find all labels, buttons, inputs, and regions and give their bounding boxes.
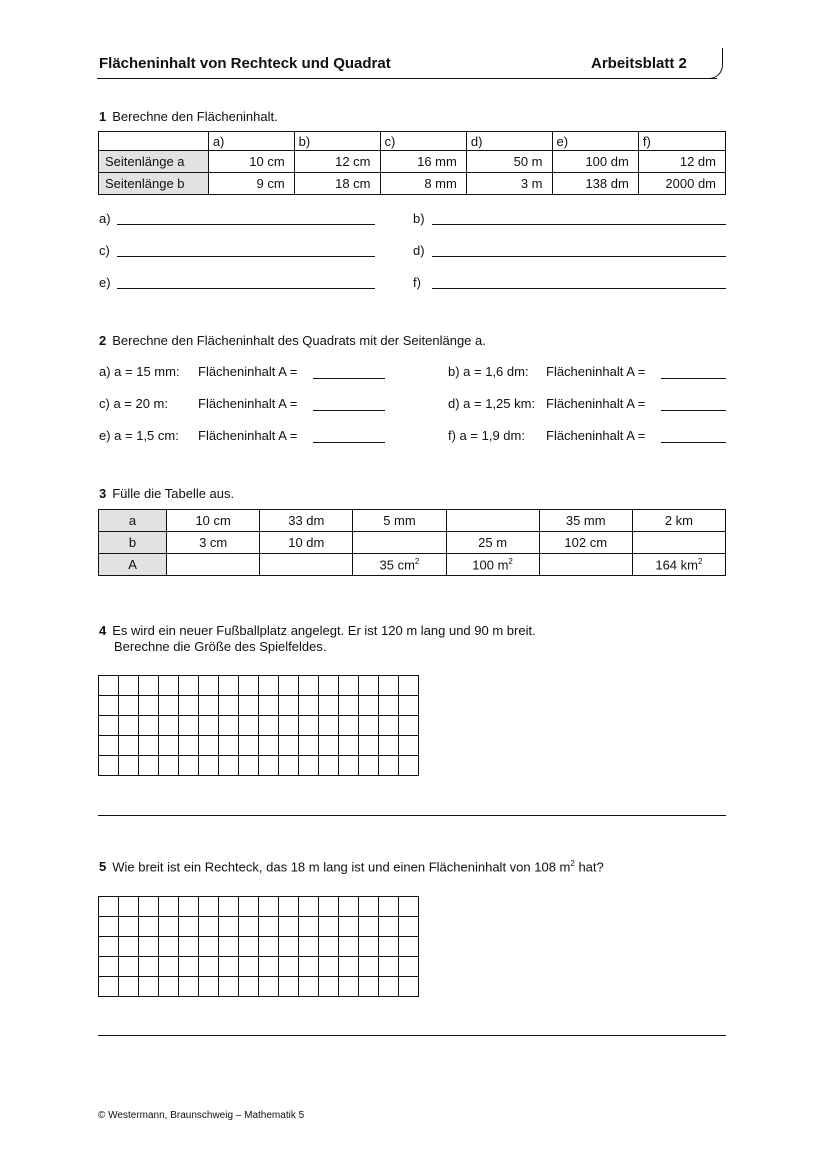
grid-cell[interactable] [359, 736, 379, 756]
grid-cell[interactable] [239, 676, 259, 696]
grid-cell[interactable] [199, 736, 219, 756]
task2-blank-e[interactable] [313, 442, 385, 443]
table-cell: 2000 dm [638, 173, 725, 195]
table-cell[interactable] [539, 554, 632, 576]
grid-cell[interactable] [219, 957, 239, 977]
column-header: d) [466, 132, 552, 151]
grid-cell[interactable] [179, 756, 199, 776]
grid-cell[interactable] [339, 696, 359, 716]
task-number: 5 [99, 859, 107, 875]
grid-cell[interactable] [139, 937, 159, 957]
grid-cell[interactable] [159, 736, 179, 756]
grid-cell[interactable] [179, 736, 199, 756]
grid-cell[interactable] [159, 716, 179, 736]
table-cell: 12 dm [638, 151, 725, 173]
table-cell: 18 cm [294, 173, 380, 195]
grid-row [99, 977, 419, 997]
exponent: 2 [414, 556, 420, 566]
grid-cell[interactable] [299, 696, 319, 716]
grid-cell[interactable] [399, 957, 419, 977]
table-cell: 3 m [466, 173, 552, 195]
grid-cell[interactable] [379, 716, 399, 736]
grid-cell[interactable] [99, 897, 119, 917]
grid-cell[interactable] [139, 977, 159, 997]
exponent: 2 [508, 556, 513, 566]
grid-cell[interactable] [199, 696, 219, 716]
table-cell[interactable] [632, 532, 725, 554]
table-header-row [99, 132, 726, 151]
grid-cell[interactable] [139, 696, 159, 716]
task2-heading [99, 333, 486, 348]
grid-cell[interactable] [159, 977, 179, 997]
grid-cell[interactable] [259, 756, 279, 776]
grid-cell[interactable] [119, 957, 139, 977]
column-header: b) [294, 132, 380, 151]
column-header: e) [552, 132, 638, 151]
grid-row [99, 736, 419, 756]
grid-cell[interactable] [99, 716, 119, 736]
grid-row [99, 756, 419, 776]
grid-cell[interactable] [179, 957, 199, 977]
grid-cell[interactable] [219, 676, 239, 696]
grid-cell[interactable] [399, 676, 419, 696]
table-cell[interactable] [167, 554, 260, 576]
grid-cell[interactable] [199, 756, 219, 776]
table-cell: 3 cm [167, 532, 260, 554]
grid-cell[interactable] [239, 897, 259, 917]
task2-blank-d[interactable] [661, 410, 726, 411]
task-number: 4 [99, 623, 107, 638]
grid-cell[interactable] [339, 897, 359, 917]
table-cell: 12 cm [294, 151, 380, 173]
task-number: 1 [99, 109, 107, 124]
grid-cell[interactable] [239, 977, 259, 997]
table-cell: 35 mm [539, 510, 632, 532]
grid-cell[interactable] [179, 676, 199, 696]
table-cell: 10 dm [260, 532, 353, 554]
grid-cell[interactable] [219, 897, 239, 917]
row-label: Seitenlänge b [99, 173, 209, 195]
task2-area-label: Flächeninhalt A = [198, 396, 298, 411]
table-corner [99, 132, 209, 151]
grid-cell[interactable] [239, 696, 259, 716]
grid-cell[interactable] [359, 676, 379, 696]
table-cell: 102 cm [539, 532, 632, 554]
grid-cell[interactable] [119, 736, 139, 756]
grid-cell[interactable] [279, 937, 299, 957]
grid-cell[interactable] [99, 696, 119, 716]
grid-cell[interactable] [139, 716, 159, 736]
grid-cell[interactable] [179, 696, 199, 716]
answer-label-f: f) [413, 275, 421, 290]
grid-cell[interactable] [179, 917, 199, 937]
task1-table [98, 131, 726, 195]
grid-cell[interactable] [159, 917, 179, 937]
grid-cell[interactable] [239, 917, 259, 937]
grid-cell[interactable] [279, 977, 299, 997]
grid-cell[interactable] [339, 756, 359, 776]
table-cell: 9 cm [208, 173, 294, 195]
task-number: 3 [99, 486, 107, 501]
grid-cell[interactable] [379, 957, 399, 977]
task2-blank-a[interactable] [313, 378, 385, 379]
grid-cell[interactable] [299, 676, 319, 696]
grid-cell[interactable] [259, 897, 279, 917]
grid-cell[interactable] [99, 977, 119, 997]
answer-label-a: a) [99, 211, 111, 226]
grid-cell[interactable] [339, 736, 359, 756]
grid-cell[interactable] [379, 736, 399, 756]
grid-cell[interactable] [399, 937, 419, 957]
grid-row [99, 676, 419, 696]
grid-cell[interactable] [239, 937, 259, 957]
table-cell [446, 554, 539, 576]
grid-cell[interactable] [359, 756, 379, 776]
grid-cell[interactable] [139, 736, 159, 756]
table-cell: 33 dm [260, 510, 353, 532]
row-label: b [99, 532, 167, 554]
grid-cell[interactable] [259, 696, 279, 716]
table-cell: 138 dm [552, 173, 638, 195]
grid-cell[interactable] [139, 917, 159, 937]
grid-cell[interactable] [319, 676, 339, 696]
grid-cell[interactable] [359, 917, 379, 937]
task-text-end: hat? [574, 859, 604, 875]
grid-cell[interactable] [179, 937, 199, 957]
table-cell[interactable] [446, 510, 539, 532]
grid-row [99, 696, 419, 716]
task2-given-b: b) a = 1,6 dm: [448, 364, 529, 379]
task2-given-e: e) a = 1,5 cm: [99, 428, 179, 443]
task1-heading [99, 109, 278, 124]
task2-given-f: f) a = 1,9 dm: [448, 428, 525, 443]
task4-calc-grid[interactable] [98, 675, 419, 776]
grid-cell[interactable] [399, 756, 419, 776]
grid-cell[interactable] [359, 957, 379, 977]
grid-cell[interactable] [99, 917, 119, 937]
grid-cell[interactable] [279, 696, 299, 716]
grid-cell[interactable] [199, 897, 219, 917]
grid-cell[interactable] [159, 696, 179, 716]
task-text: Es wird ein neuer Fußballplatz angelegt. Er ist 120 m lang und 90 m breit. [112, 623, 536, 638]
grid-cell[interactable] [99, 756, 119, 776]
grid-cell[interactable] [179, 897, 199, 917]
grid-cell[interactable] [319, 917, 339, 937]
grid-cell[interactable] [299, 736, 319, 756]
table-row [99, 532, 726, 554]
grid-cell[interactable] [119, 676, 139, 696]
grid-cell[interactable] [379, 696, 399, 716]
task2-given-a: a) a = 15 mm: [99, 364, 180, 379]
grid-cell[interactable] [239, 957, 259, 977]
task5-calc-grid[interactable] [98, 896, 419, 997]
grid-cell[interactable] [299, 937, 319, 957]
answer-line-f[interactable] [432, 288, 726, 289]
grid-cell[interactable] [119, 977, 139, 997]
grid-cell[interactable] [379, 756, 399, 776]
grid-cell[interactable] [399, 736, 419, 756]
grid-cell[interactable] [159, 756, 179, 776]
table-cell: 10 cm [167, 510, 260, 532]
grid-cell[interactable] [379, 977, 399, 997]
grid-cell[interactable] [219, 716, 239, 736]
grid-cell[interactable] [139, 756, 159, 776]
grid-cell[interactable] [159, 897, 179, 917]
grid-cell[interactable] [219, 917, 239, 937]
table-cell [353, 554, 446, 576]
task3-heading [99, 486, 234, 501]
grid-cell[interactable] [399, 897, 419, 917]
grid-cell[interactable] [259, 977, 279, 997]
column-header: f) [638, 132, 725, 151]
grid-cell[interactable] [319, 977, 339, 997]
grid-cell[interactable] [279, 676, 299, 696]
grid-cell[interactable] [159, 957, 179, 977]
task3-table [98, 509, 726, 576]
grid-cell[interactable] [259, 937, 279, 957]
grid-cell[interactable] [99, 736, 119, 756]
answer-line-a[interactable] [117, 224, 375, 225]
grid-cell[interactable] [379, 937, 399, 957]
grid-cell[interactable] [219, 977, 239, 997]
grid-cell[interactable] [399, 716, 419, 736]
answer-label-c: c) [99, 243, 110, 258]
grid-cell[interactable] [359, 696, 379, 716]
table-cell: 5 mm [353, 510, 446, 532]
grid-cell[interactable] [339, 676, 359, 696]
table-cell: 8 mm [380, 173, 466, 195]
grid-row [99, 917, 419, 937]
table-row [99, 510, 726, 532]
table-cell [632, 554, 725, 576]
task2-blank-f[interactable] [661, 442, 726, 443]
grid-cell[interactable] [259, 917, 279, 937]
exponent: 2 [570, 859, 575, 868]
grid-cell[interactable] [319, 897, 339, 917]
task-text: Fülle die Tabelle aus. [112, 486, 235, 501]
table-cell: 16 mm [380, 151, 466, 173]
task2-blank-c[interactable] [313, 410, 385, 411]
grid-cell[interactable] [299, 917, 319, 937]
grid-cell[interactable] [219, 756, 239, 776]
exponent: 2 [697, 556, 703, 566]
answer-line-e[interactable] [117, 288, 375, 289]
grid-cell[interactable] [279, 957, 299, 977]
grid-cell[interactable] [279, 736, 299, 756]
grid-cell[interactable] [279, 756, 299, 776]
grid-cell[interactable] [319, 696, 339, 716]
grid-cell[interactable] [319, 756, 339, 776]
grid-cell[interactable] [299, 897, 319, 917]
grid-cell[interactable] [319, 937, 339, 957]
task2-given-d: d) a = 1,25 km: [448, 396, 536, 411]
grid-cell[interactable] [199, 957, 219, 977]
grid-cell[interactable] [159, 937, 179, 957]
grid-row [99, 937, 419, 957]
grid-cell[interactable] [359, 716, 379, 736]
grid-cell[interactable] [199, 676, 219, 696]
grid-cell[interactable] [119, 897, 139, 917]
grid-cell[interactable] [359, 977, 379, 997]
grid-cell[interactable] [299, 957, 319, 977]
grid-cell[interactable] [299, 716, 319, 736]
task2-area-label: Flächeninhalt A = [198, 364, 298, 379]
task4-subtext: Berechne die Größe des Spielfeldes. [114, 639, 327, 654]
table-row [99, 173, 726, 195]
grid-cell[interactable] [159, 676, 179, 696]
grid-cell[interactable] [119, 917, 139, 937]
grid-cell[interactable] [259, 957, 279, 977]
grid-cell[interactable] [219, 937, 239, 957]
table-row [99, 151, 726, 173]
grid-cell[interactable] [339, 977, 359, 997]
grid-cell[interactable] [379, 676, 399, 696]
grid-cell[interactable] [139, 897, 159, 917]
grid-cell[interactable] [239, 716, 259, 736]
task2-area-label: Flächeninhalt A = [546, 428, 646, 443]
grid-cell[interactable] [199, 917, 219, 937]
answer-label-e: e) [99, 275, 111, 290]
grid-cell[interactable] [319, 736, 339, 756]
grid-cell[interactable] [379, 897, 399, 917]
cell-value: 35 cm [379, 557, 415, 573]
grid-cell[interactable] [239, 736, 259, 756]
grid-cell[interactable] [359, 897, 379, 917]
table-cell: 10 cm [208, 151, 294, 173]
task2-area-label: Flächeninhalt A = [546, 364, 646, 379]
grid-cell[interactable] [359, 937, 379, 957]
grid-cell[interactable] [119, 716, 139, 736]
task2-blank-b[interactable] [661, 378, 726, 379]
answer-line-c[interactable] [117, 256, 375, 257]
grid-cell[interactable] [259, 676, 279, 696]
grid-cell[interactable] [279, 917, 299, 937]
grid-cell[interactable] [199, 977, 219, 997]
grid-cell[interactable] [319, 957, 339, 977]
worksheet-number: Arbeitsblatt 2 [591, 55, 687, 72]
grid-row [99, 897, 419, 917]
table-cell[interactable] [353, 532, 446, 554]
column-header: a) [208, 132, 294, 151]
table-row [99, 554, 726, 576]
task-text: Berechne den Flächeninhalt des Quadrats mit der Seitenlänge a. [112, 333, 486, 348]
table-cell: 25 m [446, 532, 539, 554]
grid-cell[interactable] [339, 917, 359, 937]
task4-answer-line[interactable] [98, 815, 726, 816]
row-label: A [99, 554, 167, 576]
row-label: Seitenlänge a [99, 151, 209, 173]
table-cell: 100 dm [552, 151, 638, 173]
grid-cell[interactable] [379, 917, 399, 937]
grid-cell[interactable] [99, 937, 119, 957]
grid-cell[interactable] [119, 696, 139, 716]
cell-value: 164 km [655, 557, 698, 573]
grid-cell[interactable] [179, 977, 199, 997]
grid-cell[interactable] [219, 736, 239, 756]
task2-area-label: Flächeninhalt A = [198, 428, 298, 443]
grid-cell[interactable] [179, 716, 199, 736]
task4-heading [99, 623, 536, 638]
grid-cell[interactable] [259, 716, 279, 736]
grid-cell[interactable] [299, 977, 319, 997]
row-label: a [99, 510, 167, 532]
grid-row [99, 957, 419, 977]
grid-cell[interactable] [399, 696, 419, 716]
grid-cell[interactable] [99, 957, 119, 977]
grid-cell[interactable] [339, 957, 359, 977]
grid-cell[interactable] [279, 716, 299, 736]
grid-cell[interactable] [339, 937, 359, 957]
grid-cell[interactable] [139, 676, 159, 696]
grid-cell[interactable] [339, 716, 359, 736]
grid-cell[interactable] [319, 716, 339, 736]
grid-cell[interactable] [399, 977, 419, 997]
grid-cell[interactable] [239, 756, 259, 776]
task5-heading [99, 859, 604, 874]
grid-cell[interactable] [119, 937, 139, 957]
cell-value: 100 m [472, 557, 509, 573]
task-text: Wie breit ist ein Rechteck, das 18 m lang ist und einen Flächeninhalt von 108 m [112, 859, 571, 875]
grid-row [99, 716, 419, 736]
grid-cell[interactable] [139, 957, 159, 977]
table-cell[interactable] [260, 554, 353, 576]
table-cell: 2 km [632, 510, 725, 532]
answer-label-d: d) [413, 243, 425, 258]
answer-line-d[interactable] [432, 256, 726, 257]
grid-cell[interactable] [279, 897, 299, 917]
answer-line-b[interactable] [432, 224, 726, 225]
grid-cell[interactable] [219, 696, 239, 716]
table-cell: 50 m [466, 151, 552, 173]
task2-given-c: c) a = 20 m: [99, 396, 168, 411]
grid-cell[interactable] [199, 937, 219, 957]
task-text: Berechne den Flächeninhalt. [112, 109, 278, 124]
grid-cell[interactable] [259, 736, 279, 756]
header-corner [688, 48, 723, 79]
worksheet-title: Flächeninhalt von Rechteck und Quadrat [99, 55, 391, 72]
grid-cell[interactable] [99, 676, 119, 696]
task5-answer-line[interactable] [98, 1035, 726, 1036]
column-header: c) [380, 132, 466, 151]
grid-cell[interactable] [199, 716, 219, 736]
task2-area-label: Flächeninhalt A = [546, 396, 646, 411]
header-rule [97, 78, 717, 79]
answer-label-b: b) [413, 211, 425, 226]
grid-cell[interactable] [399, 917, 419, 937]
footer-copyright: © Westermann, Braunschweig – Mathematik 5 [98, 1110, 305, 1121]
grid-cell[interactable] [119, 756, 139, 776]
grid-cell[interactable] [299, 756, 319, 776]
task-number: 2 [99, 333, 107, 348]
